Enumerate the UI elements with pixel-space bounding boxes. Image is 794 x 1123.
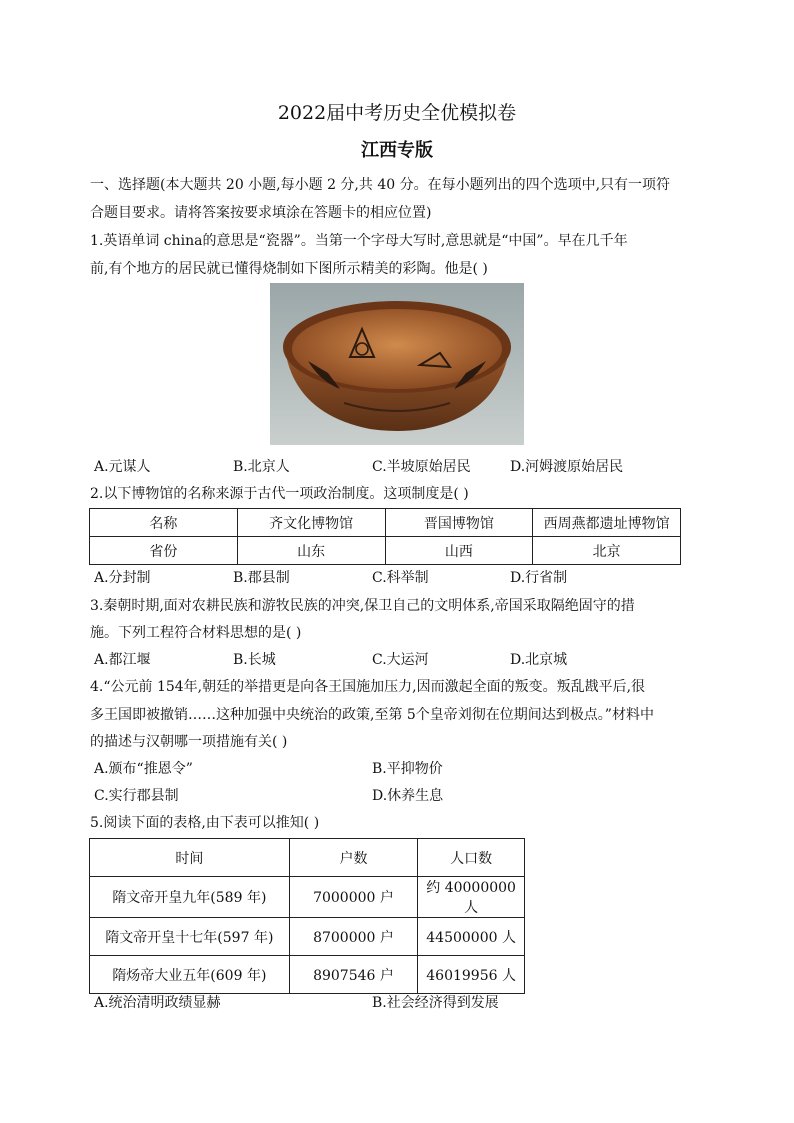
q4-stem-line-3: 的描述与汉朝哪一项措施有关( ) bbox=[90, 734, 288, 750]
population-table bbox=[89, 838, 525, 994]
instructions-line-1: 一、选择题(本大题共 20 小题,每小题 2 分,共 40 分。在每小题列出的四个选项中,只有一项符 bbox=[90, 177, 671, 193]
q2-option-c: C.科举制 bbox=[372, 570, 429, 586]
table-cell: 北京 bbox=[533, 537, 681, 565]
table-cell: 46019956 人 bbox=[418, 956, 525, 994]
table-header-cell: 时间 bbox=[90, 839, 290, 877]
q4-option-d: D.休养生息 bbox=[372, 788, 444, 804]
instructions-line-2: 合题目要求。请将答案按要求填涂在答题卡的相应位置) bbox=[90, 205, 432, 221]
q5-stem: 5.阅读下面的表格,由下表可以推知( ) bbox=[90, 815, 320, 831]
table-cell: 隋文帝开皇九年(589 年) bbox=[90, 877, 290, 918]
page-title: 2022届中考历史全优模拟卷 bbox=[277, 102, 517, 124]
q3-option-a: A.都江堰 bbox=[94, 652, 151, 668]
table-row bbox=[90, 877, 525, 918]
table-cell: 隋文帝开皇十七年(597 年) bbox=[90, 918, 290, 956]
q3-stem-line-1: 3.秦朝时期,面对农耕民族和游牧民族的冲突,保卫自己的文明体系,帝国采取隔绝固守的措 bbox=[90, 598, 635, 614]
q3-option-b: B.长城 bbox=[233, 652, 276, 668]
table-cell: 晋国博物馆 bbox=[385, 509, 533, 537]
table-cell: 隋炀帝大业五年(609 年) bbox=[90, 956, 290, 994]
table-cell: 7000000 户 bbox=[289, 877, 418, 918]
q4-option-b: B.平抑物价 bbox=[372, 761, 443, 777]
page-subtitle: 江西专版 bbox=[361, 140, 433, 161]
q5-option-b: B.社会经济得到发展 bbox=[372, 995, 499, 1011]
table-cell: 山东 bbox=[237, 537, 385, 565]
q2-option-d: D.行省制 bbox=[510, 570, 568, 586]
q3-stem-line-2: 施。下列工程符合材料思想的是( ) bbox=[90, 625, 302, 641]
q3-option-d: D.北京城 bbox=[510, 652, 568, 668]
table-cell: 名称 bbox=[90, 509, 238, 537]
table-cell: 齐文化博物馆 bbox=[237, 509, 385, 537]
q1-stem-line-1: 1.英语单词 china的意思是“瓷器”。当第一个字母大写时,意思就是“中国”。早在几千年 bbox=[90, 233, 628, 249]
table-cell: 约 40000000 人 bbox=[418, 877, 525, 918]
q4-stem-line-1: 4.“公元前 154年,朝廷的举措更是向各王国施加压力,因而激起全面的叛变。叛乱戡平后,很 bbox=[90, 679, 646, 695]
q1-option-b: B.北京人 bbox=[233, 459, 290, 475]
q1-option-d: D.河姆渡原始居民 bbox=[510, 459, 624, 475]
table-header-cell: 人口数 bbox=[418, 839, 525, 877]
table-cell: 山西 bbox=[385, 537, 533, 565]
q4-option-a: A.颁布“推恩令” bbox=[94, 761, 193, 777]
table-cell: 8700000 户 bbox=[289, 918, 418, 956]
q5-option-a: A.统治清明政绩显赫 bbox=[94, 995, 221, 1011]
museum-table bbox=[89, 508, 681, 565]
q4-stem-line-2: 多王国即被撤销……这种加强中央统治的政策,至第 5个皇帝刘彻在位期间达到极点。”材料中 bbox=[90, 707, 654, 723]
table-row bbox=[90, 956, 525, 994]
table-cell: 8907546 户 bbox=[289, 956, 418, 994]
table-cell: 西周燕都遗址博物馆 bbox=[533, 509, 681, 537]
q1-option-c: C.半坡原始居民 bbox=[372, 459, 471, 475]
q1-option-a: A.元谋人 bbox=[94, 459, 151, 475]
table-header-cell: 户数 bbox=[289, 839, 418, 877]
table-cell: 44500000 人 bbox=[418, 918, 525, 956]
table-cell: 省份 bbox=[90, 537, 238, 565]
q2-stem: 2.以下博物馆的名称来源于古代一项政治制度。这项制度是( ) bbox=[90, 486, 469, 502]
q3-option-c: C.大运河 bbox=[372, 652, 429, 668]
painted-pottery-bowl-image bbox=[270, 283, 524, 445]
q2-option-b: B.郡县制 bbox=[233, 570, 290, 586]
q4-option-c: C.实行郡县制 bbox=[94, 788, 179, 804]
q2-option-a: A.分封制 bbox=[94, 570, 151, 586]
table-row bbox=[90, 509, 681, 537]
table-header-row bbox=[90, 839, 525, 877]
q1-stem-line-2: 前,有个地方的居民就已懂得烧制如下图所示精美的彩陶。他是( ) bbox=[90, 261, 488, 277]
table-row bbox=[90, 537, 681, 565]
table-row bbox=[90, 918, 525, 956]
